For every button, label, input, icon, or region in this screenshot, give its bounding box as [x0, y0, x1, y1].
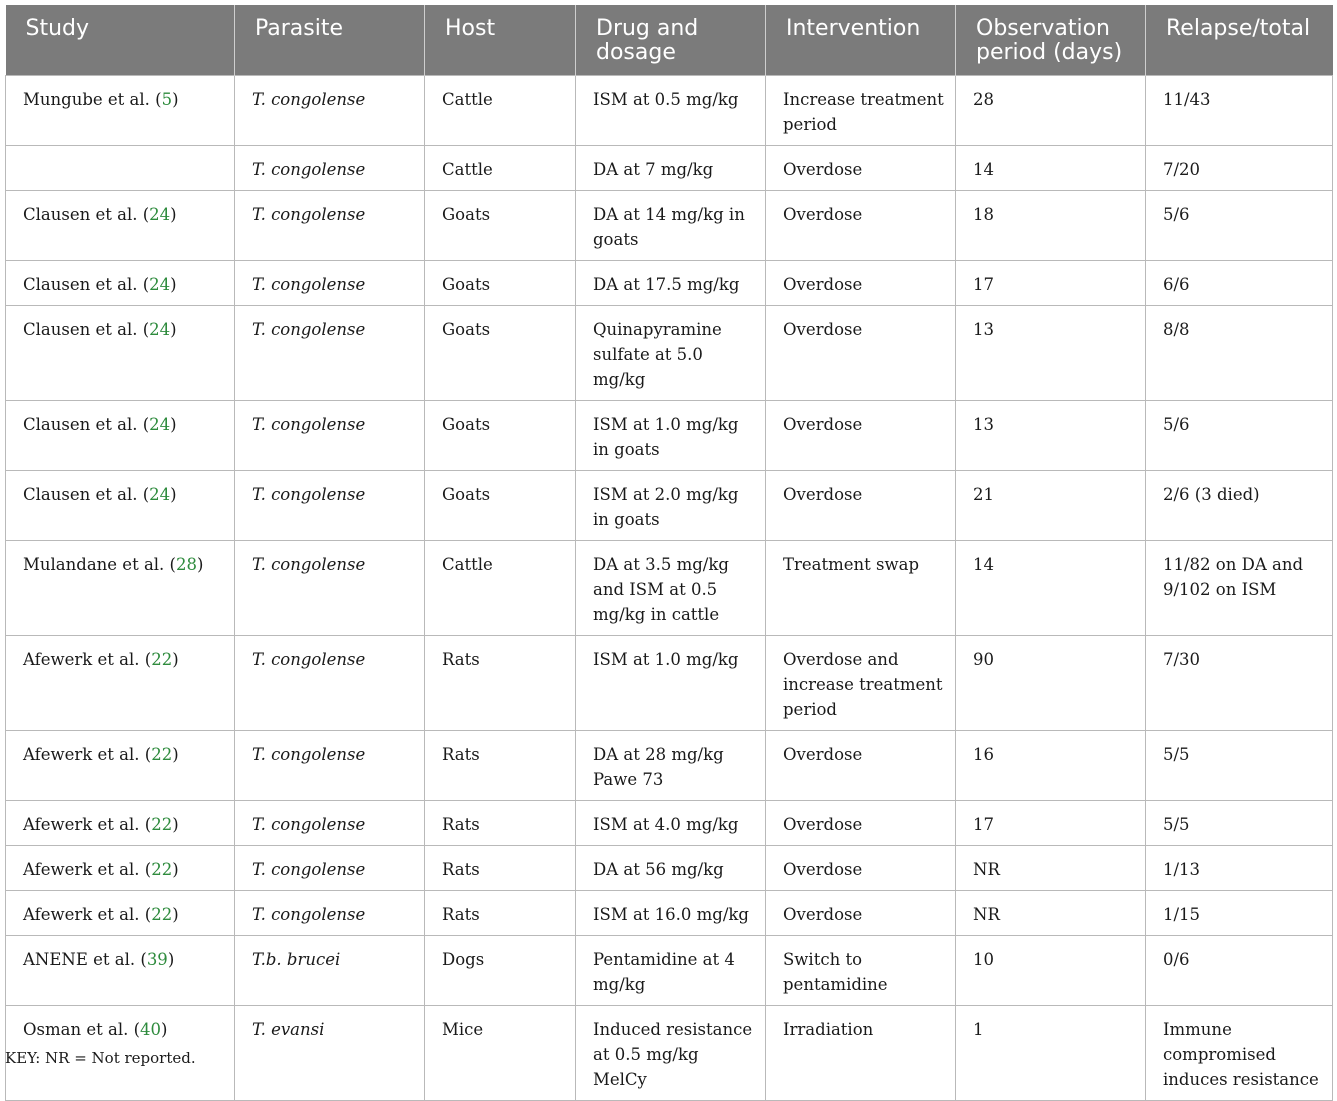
cell-parasite: T. congolense: [235, 801, 425, 846]
cell-relapse-total: 5/6: [1146, 401, 1333, 471]
cell-host: Goats: [425, 261, 576, 306]
header-intervention: Intervention: [766, 5, 956, 76]
reference-link[interactable]: 28: [175, 555, 197, 574]
cell-relapse-total: 1/13: [1146, 846, 1333, 891]
cell-drug-dosage: DA at 7 mg/kg: [576, 146, 766, 191]
reference-link[interactable]: 24: [149, 320, 171, 339]
study-author: ANENE et al. (: [23, 950, 147, 969]
table-row: [6, 731, 1333, 801]
cell-relapse-total: 5/6: [1146, 191, 1333, 261]
cell-observation-period: 14: [956, 146, 1146, 191]
cell-parasite: T. congolense: [235, 261, 425, 306]
cell-parasite: T. congolense: [235, 846, 425, 891]
table-row: [6, 801, 1333, 846]
cell-host: Rats: [425, 801, 576, 846]
cell-drug-dosage: Induced resistance at 0.5 mg/kg MelCy: [576, 1006, 766, 1101]
cell-study: [6, 636, 235, 731]
cell-intervention: Overdose: [766, 891, 956, 936]
table-row: [6, 541, 1333, 636]
header-study: Study: [6, 5, 235, 76]
cell-observation-period: 16: [956, 731, 1146, 801]
cell-parasite: T. congolense: [235, 541, 425, 636]
cell-observation-period: 1: [956, 1006, 1146, 1101]
cell-drug-dosage: DA at 56 mg/kg: [576, 846, 766, 891]
cell-intervention: Increase treatment period: [766, 76, 956, 146]
cell-intervention: Treatment swap: [766, 541, 956, 636]
study-author: Afewerk et al. (: [23, 815, 152, 834]
cell-intervention: Overdose: [766, 801, 956, 846]
cell-drug-dosage: ISM at 0.5 mg/kg: [576, 76, 766, 146]
cell-host: Rats: [425, 731, 576, 801]
cell-intervention: Overdose: [766, 731, 956, 801]
cell-parasite: T. congolense: [235, 636, 425, 731]
cell-intervention: Overdose: [766, 471, 956, 541]
cell-intervention: Overdose: [766, 846, 956, 891]
reference-link[interactable]: 22: [151, 860, 173, 879]
study-close-paren: ): [161, 1020, 168, 1039]
cell-observation-period: 21: [956, 471, 1146, 541]
study-close-paren: ): [172, 745, 179, 764]
cell-relapse-total: 7/30: [1146, 636, 1333, 731]
study-close-paren: ): [172, 90, 179, 109]
reference-link[interactable]: 5: [161, 90, 173, 109]
cell-study: [6, 731, 235, 801]
cell-observation-period: 10: [956, 936, 1146, 1006]
study-author: Afewerk et al. (: [23, 905, 152, 924]
cell-study: [6, 891, 235, 936]
cell-relapse-total: 5/5: [1146, 731, 1333, 801]
cell-intervention: Irradiation: [766, 1006, 956, 1101]
study-close-paren: ): [172, 815, 179, 834]
cell-study: [6, 146, 235, 191]
cell-drug-dosage: Pentamidine at 4 mg/kg: [576, 936, 766, 1006]
cell-study: [6, 261, 235, 306]
cell-parasite: T. congolense: [235, 146, 425, 191]
table-row: [6, 471, 1333, 541]
cell-parasite: T. congolense: [235, 891, 425, 936]
study-author: Clausen et al. (: [23, 485, 150, 504]
cell-parasite: T. evansi: [235, 1006, 425, 1101]
cell-drug-dosage: Quinapyramine sulfate at 5.0 mg/kg: [576, 306, 766, 401]
cell-intervention: Overdose: [766, 191, 956, 261]
study-author: Clausen et al. (: [23, 205, 150, 224]
cell-intervention: Overdose: [766, 306, 956, 401]
cell-drug-dosage: ISM at 4.0 mg/kg: [576, 801, 766, 846]
cell-parasite: T. congolense: [235, 76, 425, 146]
cell-study: [6, 76, 235, 146]
reference-link[interactable]: 22: [151, 745, 173, 764]
cell-observation-period: 17: [956, 261, 1146, 306]
header-parasite: Parasite: [235, 5, 425, 76]
study-close-paren: ): [170, 320, 177, 339]
cell-host: Cattle: [425, 541, 576, 636]
cell-host: Mice: [425, 1006, 576, 1101]
study-author: Afewerk et al. (: [23, 650, 152, 669]
study-author: Mulandane et al. (: [23, 555, 176, 574]
table-row: [6, 636, 1333, 731]
cell-study: [6, 401, 235, 471]
study-author: Osman et al. (: [23, 1020, 141, 1039]
reference-link[interactable]: 22: [151, 815, 173, 834]
cell-observation-period: 14: [956, 541, 1146, 636]
table-row: [6, 76, 1333, 146]
cell-relapse-total: 8/8: [1146, 306, 1333, 401]
cell-relapse-total: 0/6: [1146, 936, 1333, 1006]
header-row: [6, 5, 1333, 76]
table-row: [6, 846, 1333, 891]
cell-host: Cattle: [425, 146, 576, 191]
table-row: [6, 891, 1333, 936]
cell-host: Goats: [425, 471, 576, 541]
study-author: Clausen et al. (: [23, 320, 150, 339]
cell-relapse-total: 6/6: [1146, 261, 1333, 306]
cell-drug-dosage: DA at 28 mg/kg Pawe 73: [576, 731, 766, 801]
study-close-paren: ): [170, 205, 177, 224]
cell-parasite: T. congolense: [235, 191, 425, 261]
study-close-paren: ): [172, 650, 179, 669]
reference-link[interactable]: 24: [149, 415, 171, 434]
reference-link[interactable]: 24: [149, 205, 171, 224]
header-host: Host: [425, 5, 576, 76]
cell-observation-period: NR: [956, 846, 1146, 891]
cell-observation-period: 17: [956, 801, 1146, 846]
table-row: [6, 146, 1333, 191]
cell-host: Goats: [425, 401, 576, 471]
cell-parasite: T.b. brucei: [235, 936, 425, 1006]
cell-drug-dosage: ISM at 1.0 mg/kg in goats: [576, 401, 766, 471]
cell-relapse-total: 2/6 (3 died): [1146, 471, 1333, 541]
cell-drug-dosage: ISM at 2.0 mg/kg in goats: [576, 471, 766, 541]
cell-host: Rats: [425, 636, 576, 731]
table-row: [6, 936, 1333, 1006]
cell-study: [6, 936, 235, 1006]
study-close-paren: ): [170, 485, 177, 504]
cell-intervention: Overdose: [766, 146, 956, 191]
table-row: [6, 306, 1333, 401]
cell-study: [6, 801, 235, 846]
cell-study: [6, 541, 235, 636]
study-author: Afewerk et al. (: [23, 860, 152, 879]
study-author: Clausen et al. (: [23, 415, 150, 434]
cell-study: [6, 306, 235, 401]
cell-study: [6, 471, 235, 541]
footnote: KEY: NR = Not reported.: [5, 1049, 196, 1067]
study-close-paren: ): [196, 555, 204, 574]
cell-intervention: Overdose and increase treatment period: [766, 636, 956, 731]
study-close-paren: ): [170, 415, 177, 434]
cell-parasite: T. congolense: [235, 471, 425, 541]
reference-link[interactable]: 39: [146, 950, 168, 969]
cell-host: Cattle: [425, 76, 576, 146]
table-row: [6, 1006, 1333, 1101]
cell-drug-dosage: DA at 3.5 mg/kg and ISM at 0.5 mg/kg in cattle: [576, 541, 766, 636]
cell-drug-dosage: DA at 17.5 mg/kg: [576, 261, 766, 306]
cell-drug-dosage: ISM at 16.0 mg/kg: [576, 891, 766, 936]
table-row: [6, 401, 1333, 471]
cell-drug-dosage: DA at 14 mg/kg in goats: [576, 191, 766, 261]
cell-host: Dogs: [425, 936, 576, 1006]
cell-observation-period: 13: [956, 306, 1146, 401]
cell-host: Rats: [425, 846, 576, 891]
reference-link[interactable]: 22: [151, 905, 173, 924]
cell-host: Goats: [425, 191, 576, 261]
cell-parasite: T. congolense: [235, 731, 425, 801]
reference-link[interactable]: 24: [149, 485, 171, 504]
cell-drug-dosage: ISM at 1.0 mg/kg: [576, 636, 766, 731]
table-container: [5, 5, 1332, 1101]
cell-parasite: T. congolense: [235, 401, 425, 471]
cell-observation-period: 28: [956, 76, 1146, 146]
study-close-paren: ): [170, 275, 177, 294]
study-author: Clausen et al. (: [23, 275, 150, 294]
header-observation-period: Observation period (days): [956, 5, 1146, 76]
reference-link[interactable]: 22: [151, 650, 173, 669]
cell-relapse-total: 11/43: [1146, 76, 1333, 146]
cell-intervention: Overdose: [766, 401, 956, 471]
cell-study: [6, 191, 235, 261]
cell-study: [6, 846, 235, 891]
study-author: Mungube et al. (: [23, 90, 162, 109]
reference-link[interactable]: 24: [149, 275, 171, 294]
table-row: [6, 191, 1333, 261]
cell-parasite: T. congolense: [235, 306, 425, 401]
table-row: [6, 261, 1333, 306]
reference-link[interactable]: 40: [140, 1020, 162, 1039]
cell-relapse-total: 5/5: [1146, 801, 1333, 846]
cell-relapse-total: 1/15: [1146, 891, 1333, 936]
cell-observation-period: 18: [956, 191, 1146, 261]
relapse-table: [5, 5, 1333, 1101]
cell-host: Goats: [425, 306, 576, 401]
study-close-paren: ): [172, 860, 179, 879]
cell-relapse-total: 7/20: [1146, 146, 1333, 191]
study-author: Afewerk et al. (: [23, 745, 152, 764]
cell-observation-period: 90: [956, 636, 1146, 731]
study-close-paren: ): [172, 905, 179, 924]
header-drug-dosage: Drug and dosage: [576, 5, 766, 76]
cell-intervention: Switch to pentamidine: [766, 936, 956, 1006]
cell-observation-period: NR: [956, 891, 1146, 936]
cell-intervention: Overdose: [766, 261, 956, 306]
cell-host: Rats: [425, 891, 576, 936]
study-close-paren: ): [167, 950, 175, 969]
cell-relapse-total: Immune compromised induces resistance: [1146, 1006, 1333, 1101]
cell-observation-period: 13: [956, 401, 1146, 471]
cell-relapse-total: 11/82 on DA and 9/102 on ISM: [1146, 541, 1333, 636]
header-relapse-total: Relapse/total: [1146, 5, 1333, 76]
